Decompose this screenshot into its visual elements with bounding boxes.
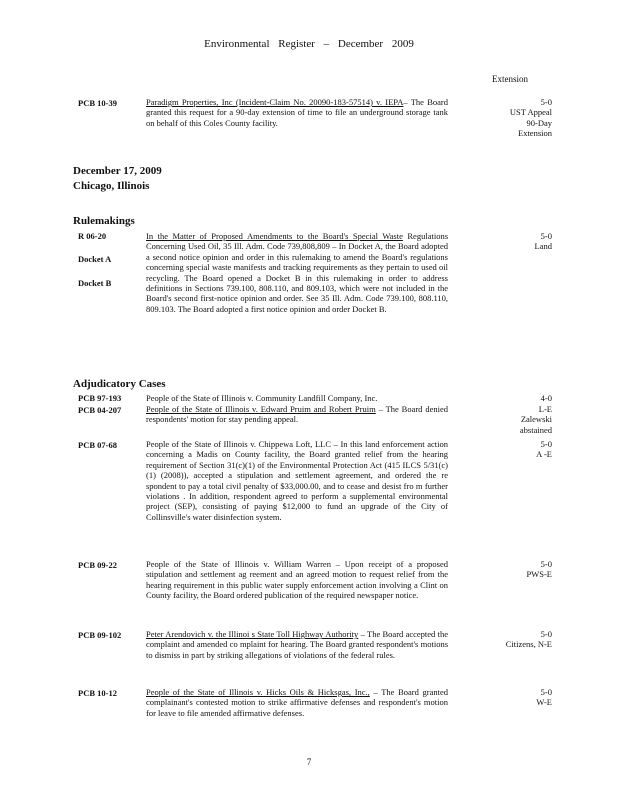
vote-line: 5-0: [540, 231, 552, 241]
case-vote: [470, 97, 552, 139]
case-vote: [470, 559, 552, 580]
vote-line: 5-0: [540, 439, 552, 449]
case-body: – The Board granted complainant's contested motion to strike affirmative defenses and respondent's motion for leave to file amended affirmative defenses.: [146, 687, 448, 718]
case-title: Peter Arendovich v. the Illinoi s State Toll Highway Authority: [146, 629, 359, 639]
case-label: PCB 09-22: [78, 560, 117, 570]
vote-line: 5-0: [540, 629, 552, 639]
vote-line: A -E: [536, 449, 552, 460]
vote-line: 5-0: [540, 687, 552, 697]
case-body: – The Board accepted the complaint and amended co mplaint for hearing. The Board granted respondent's motions to dismiss in part by striking allegations of violations of the federal rules.: [146, 629, 448, 660]
rulemaking-body: Regulations Concerning Used Oil, 35 Ill. Adm. Code 739,808,809 – In Docket A, the Board adopted a second notice opinion and order in this rulemaking to amend the Board's regulations concerning special waste manifests and tracking requirements as they pertain to used oil recycling. The Board opened a Docket B in this rulemaking in order to address definitions in Sections 739.100, 808.110, and 809.103, which were not included in the Board's second first-notice opinion and order. See 35 Ill. Adm. Code 739.100, 808.110, 809.103. The Board adopted a first notice opinion and order Docket B.: [146, 231, 448, 314]
case-body: People of the State of Illinois v. Chippewa Loft, LLC – In this land enforcement action concerning a Madis on County facility, the Board granted relief from the hearing requirement of Section 31(c)(1) of the Environmental Protection Act (415 ILCS 5/31(c)(1) (2008)), accepted a stipulation and settlement agreement, and ordered the re spondent to pay a total civil penalty of $33,000.00, and to cease and desist fro m further violations . In addition, respondent agreed to perform a supplemental environmental project (SEP), consisting of paying $12,000 to fund an upgrade of the City of Collinsville's water disinfection system.: [146, 439, 448, 522]
meeting-place: Chicago, Illinois: [73, 180, 150, 192]
vote-line: Land: [534, 241, 552, 252]
case-entry: [146, 687, 448, 718]
case-vote: [470, 629, 552, 650]
case-label: PCB 10-12: [78, 688, 117, 698]
vote-line: 4-0: [540, 393, 552, 403]
docket-label: Docket B: [78, 278, 112, 288]
case-title: Paradigm Properties, Inc (Incident-Claim No. 20090-183-57514) v. IEPA: [146, 97, 404, 107]
page-header: Environmental Register – December 2009: [204, 38, 414, 50]
case-body: People of the State of Illinois v. William Warren – Upon receipt of a proposed stipulation and settlement ag reement and an agreed motion to request relief from the hearing requirement in this public water supply enforcement action involving a Clint on County facility, the Board ordered publication of the required newspaper notice.: [146, 559, 448, 601]
case-entry: [146, 404, 448, 425]
vote-line: Citizens, N-E: [505, 639, 552, 650]
vote-line: abstained: [519, 424, 552, 435]
case-entry: [146, 393, 448, 403]
vote-line: 90-Day: [526, 117, 552, 128]
case-vote: [470, 404, 552, 435]
case-label: PCB 09-102: [78, 630, 122, 640]
vote-line: 5-0: [540, 97, 552, 107]
section-heading-rulemakings: Rulemakings: [73, 215, 135, 227]
case-body: People of the State of Illinois v. Community Landfill Company, Inc.: [146, 393, 378, 403]
docket-label: R 06-20: [78, 231, 107, 241]
case-label: PCB 10-39: [78, 98, 117, 108]
rulemaking-entry: [146, 231, 448, 314]
section-heading-adjudicatory: Adjudicatory Cases: [73, 378, 166, 390]
case-vote: [470, 687, 552, 708]
rulemaking-title: In the Matter of Proposed Amendments to the Board's Special Waste: [146, 231, 403, 241]
vote-line: UST Appeal: [509, 107, 552, 118]
case-entry: [146, 559, 448, 601]
case-label: PCB 04-207: [78, 405, 122, 415]
vote-line: Zalewski: [520, 414, 552, 425]
vote-line: Extension: [518, 128, 552, 139]
case-title: People of the State of Illinois v. Edward Pruim and Robert Pruim: [146, 404, 376, 414]
case-body: – The Board denied respondents' motion for stay pending appeal.: [146, 404, 448, 425]
vote-line: L-E: [538, 404, 552, 414]
vote-line: W-E: [536, 697, 552, 708]
meeting-date: December 17, 2009: [73, 165, 162, 177]
vote-line: PWS-E: [526, 569, 552, 580]
docket-label: Docket A: [78, 254, 112, 264]
case-entry: [146, 439, 448, 522]
case-body: – The Board granted this request for a 90-day extension of time to file an underground storage tank on behalf of this Coles County facility.: [146, 97, 448, 128]
rulemaking-vote: [470, 231, 552, 252]
page-number: 7: [306, 757, 312, 767]
case-entry: [146, 97, 448, 128]
case-title: People of the State of Illinois v. Hicks Oils & Hicksgas, Inc.,: [146, 687, 370, 697]
case-entry: [146, 629, 448, 660]
case-vote: [470, 393, 552, 403]
case-label: PCB 97-193: [78, 393, 122, 403]
case-label: PCB 07-68: [78, 440, 117, 450]
extension-note: Extension: [492, 74, 528, 84]
vote-line: 5-0: [540, 559, 552, 569]
case-vote: [470, 439, 552, 460]
